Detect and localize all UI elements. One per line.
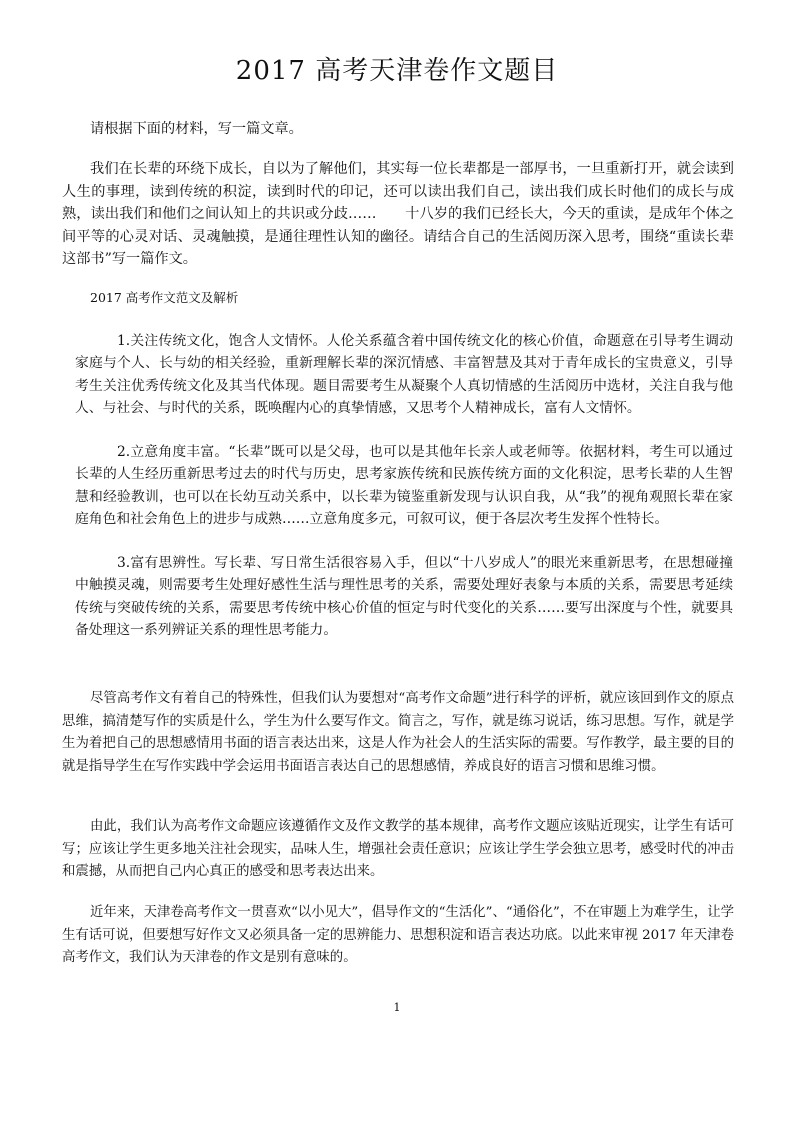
page-number: 1 <box>393 1001 401 1014</box>
page-title: 2017 高考天津卷作文题目 <box>235 56 559 86</box>
analysis-point-1: 1.关注传统文化，饱含人文情怀。人伦关系蕴含着中国传统文化的核心价值，命题意在引导考生调动家庭与个人、长与幼的相关经验，重新理解长辈的深沉情感、丰富智慧及其对于青年成长的宝贵意义，引导考生关注优秀传统文化及其当代体现。题目需要考生从凝聚个人真切情感的生活阅历中选材，关注自我与他人、与社会、与时代的关系，既唤醒内心的真挚情感，又思考个人精神成长，富有人文情怀。 <box>75 333 733 417</box>
analysis-point-3: 3.富有思辨性。写长辈、写日常生活很容易入手，但以“十八岁成人”的眼光来重新思考，在思想碰撞中触摸灵魂，则需要考生处理好感性生活与理性思考的关系，需要处理好表象与本质的关系，需要思考延续传统与突破传统的关系，需要思考传统中核心价值的恒定与时代变化的关系……要写出深度与个性，就要具备处理这一系列辨证关系的理性思考能力。 <box>75 555 733 639</box>
analysis-point-2: 2.立意角度丰富。“长辈”既可以是父母，也可以是其他年长亲人或老师等。依据材料，考生可以通过长辈的人生经历重新思考过去的时代与历史，思考家族传统和民族传统方面的文化积淀，思考长辈的人生智慧和经验教训，也可以在长幼互动关系中，以长辈为镜鉴重新发现与认识自我，从“我”的视角观照长辈在家庭角色和社会角色上的进步与成熟……立意角度多元，可叙可议，便于各层次考生发挥个性特长。 <box>75 444 733 528</box>
body-paragraph-2: 由此，我们认为高考作文命题应该遵循作文及作文教学的基本规律，高考作文题应该贴近现实，让学生有话可写；应该让学生更多地关注社会现实，品味人生，增强社会责任意识；应该让学生学会独立思考，感受时代的冲击和震撼，从而把自己内心真正的感受和思考表达出来。 <box>62 819 734 880</box>
body-paragraph-1: 尽管高考作文有着自己的特殊性，但我们认为要想对“高考作文命题”进行科学的评析，就应该回到作文的原点思维，搞清楚写作的实质是什么，学生为什么要写作文。简言之，写作，就是练习说话，练习思想。写作，就是学生为着把自己的思想感情用书面的语言表达出来，这是人作为社会人的生活实际的需要。写作教学，最主要的目的就是指导学生在写作实践中学会运用书面语言表达自己的思想感情，养成良好的语言习惯和思维习惯。 <box>62 691 734 774</box>
prompt-material: 我们在长辈的环绕下成长，自以为了解他们，其实每一位长辈都是一部厚书，一旦重新打开，就会读到人生的事理，读到传统的积淀，读到时代的印记，还可以读出我们自己，读出我们成长时他们的成长与成熟，读出我们和他们之间认知上的共识或分歧…… 十八岁的我们已经长大，今天的重读，是成年个体之间平等的心灵对话、灵魂触摸，是通往理性认知的幽径。请结合自己的生活阅历深入思考，围绕“重读长辈这部书”写一篇作文。 <box>62 161 734 268</box>
section-heading: 2017 高考作文范文及解析 <box>90 290 239 305</box>
prompt-instruction: 请根据下面的材料，写一篇文章。 <box>90 121 303 137</box>
body-paragraph-3: 近年来，天津卷高考作文一贯喜欢“以小见大”，倡导作文的“生活化”、“通俗化”，不在审题上为难学生，让学生有话可说，但要想写好作文又必须具备一定的思辨能力、思想积淀和语言表达功底。以此来审视 2017 年天津卷高考作文，我们认为天津卷的作文是别有意味的。 <box>62 905 734 966</box>
